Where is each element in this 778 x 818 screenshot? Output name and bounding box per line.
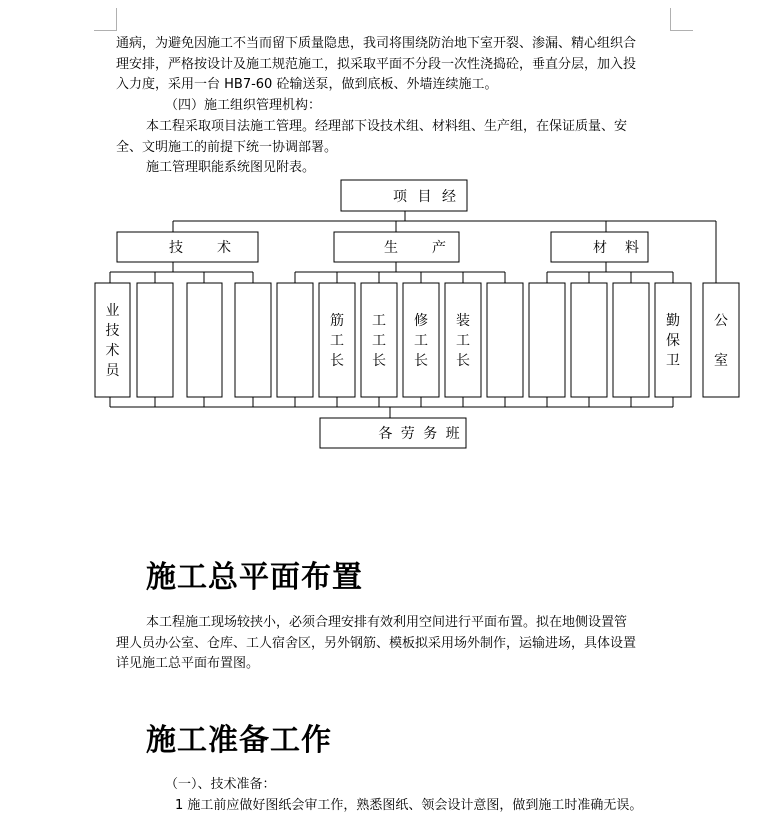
chart-note: 施工管理职能系统图见附表。: [146, 160, 316, 175]
text-line: 本工程施工现场较挟小，必须合理安排有效利用空间进行平面布置。拟在地侧设置管: [146, 615, 628, 630]
org-box-top-label: 项 目 经: [393, 189, 459, 205]
org-leaf-box: [187, 283, 222, 397]
org-box-labor-teams-label: 各 劳 务 班: [378, 426, 462, 442]
text-line: 理人员办公室、仓库、工人宿舍区，另外钢筋、模板拟采用场外制作，运输进场，具体设置: [116, 635, 637, 651]
prep-subheading: （一）、技术准备：: [165, 777, 276, 792]
text-line: 理安排，严格按设计及施工规范施工，拟采取平面不分段一次性浇捣砼，垂直分层，加入投: [116, 56, 637, 72]
section-4-title: （四）施工组织管理机构：: [165, 98, 322, 113]
org-leaf-label: 公室: [714, 313, 728, 369]
org-leaf-box: [703, 283, 739, 397]
org-leaf-label: 装工长: [456, 313, 470, 369]
text-line: 本工程采取项目法施工管理。经理部下设技术组、材料组、生产组，在保证质量、安: [146, 119, 628, 134]
org-leaf-label: 修工长: [414, 313, 428, 369]
org-leaf-label: 工工长: [372, 313, 386, 369]
org-box-tech-label: 技 术: [169, 240, 233, 256]
org-leaf-box: [529, 283, 565, 397]
prep-item-1: 1 施工前应做好图纸会审工作，熟悉图纸、领会设计意图，做到施工时准确无误。: [175, 798, 643, 813]
org-leaf-box: [277, 283, 313, 397]
prep-heading: 施工准备工作: [146, 723, 332, 758]
org-leaf-label: 业技术员: [105, 303, 120, 379]
org-box-materials-label: 材 料: [593, 240, 641, 256]
org-leaf-box: [235, 283, 271, 397]
layout-heading: 施工总平面布置: [146, 560, 363, 595]
layout-paragraph: [116, 613, 676, 675]
org-leaf-label: 筋工长: [330, 313, 344, 369]
text-line: 入力度，采用一台 HB7-60 砼输送泵，做到底板、外墙连续施工。: [116, 77, 498, 92]
text-line: 通病，为避免因施工不当而留下质量隐患，我司将围绕防治地下室开裂、渗漏、精心组织合: [116, 36, 637, 51]
org-leaf-box: [613, 283, 649, 397]
org-leaf-boxes: [95, 283, 739, 397]
org-leaf-label: 勤保卫: [666, 313, 680, 369]
text-line: 全、文明施工的前提下统一协调部署。: [116, 139, 338, 155]
org-box-production-label: 生 产: [384, 240, 448, 256]
text-line: 详见施工总平面布置图。: [116, 656, 260, 671]
org-leaf-box: [571, 283, 607, 397]
org-leaf-box: [487, 283, 523, 397]
org-leaf-box: [137, 283, 173, 397]
org-leaf-box: [95, 283, 130, 397]
